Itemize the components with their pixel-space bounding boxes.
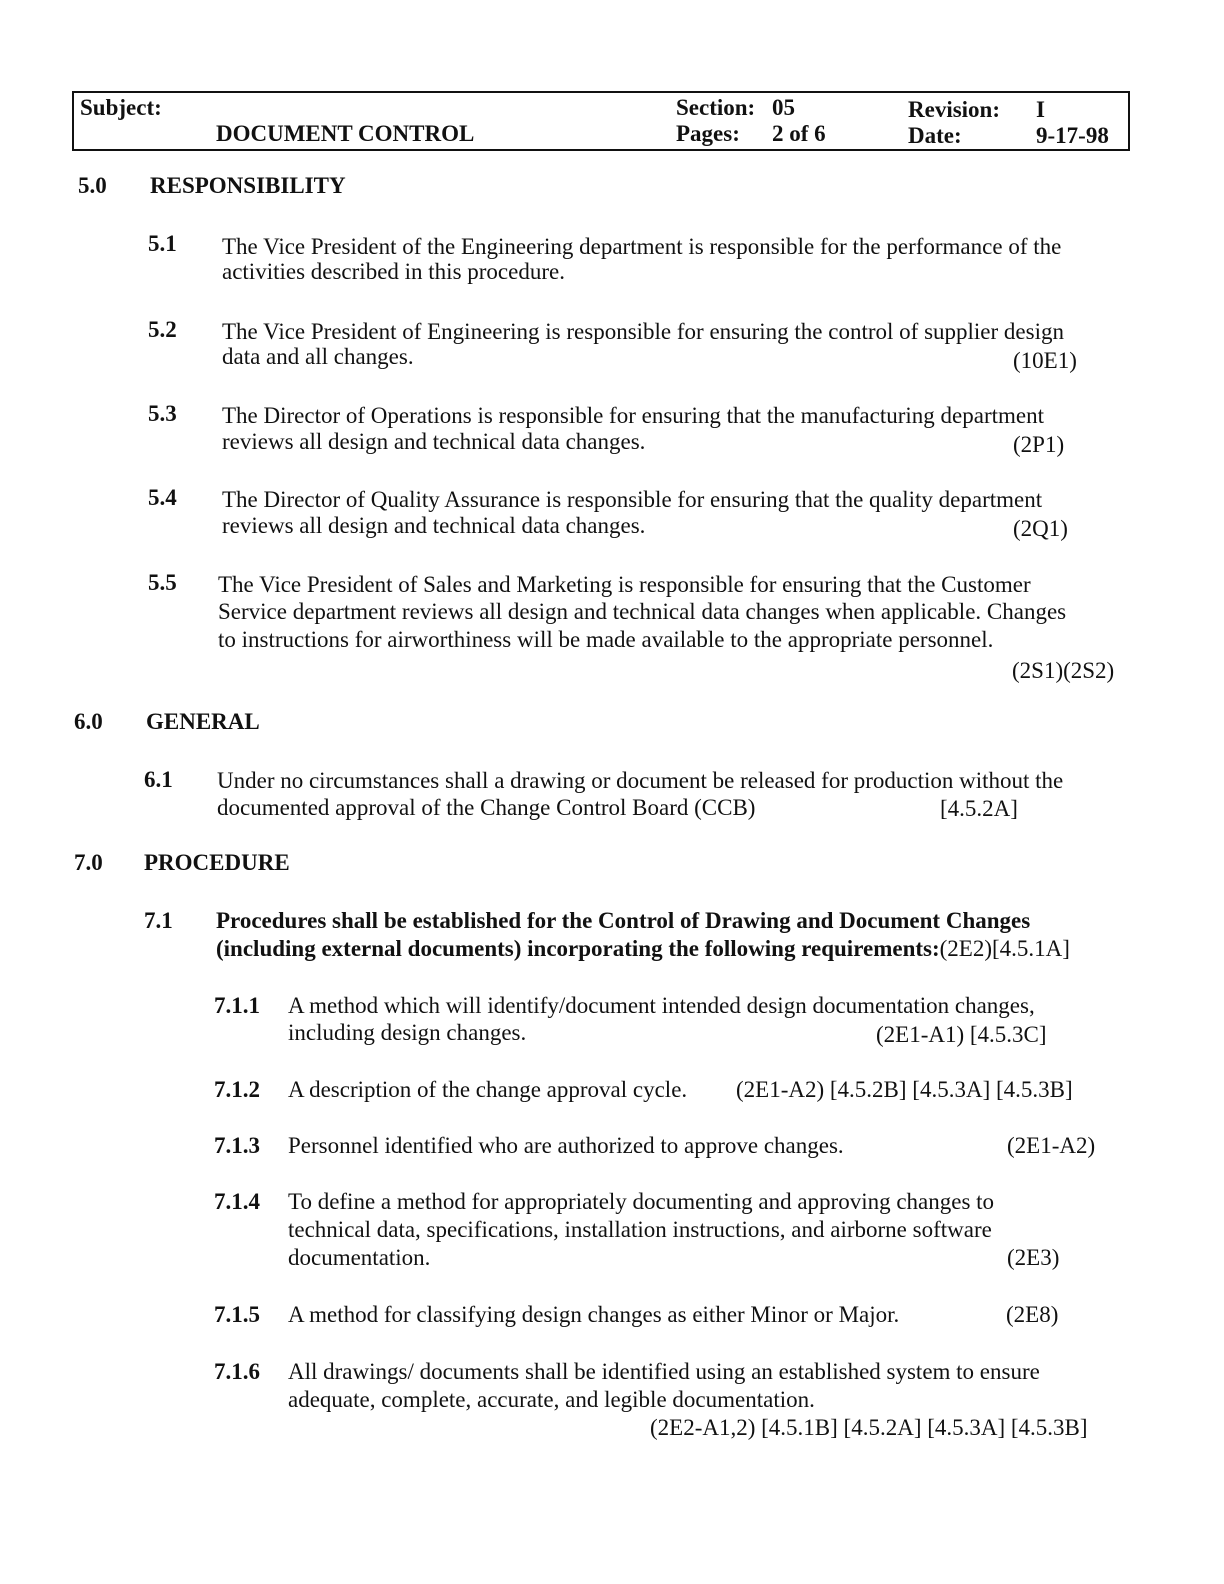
date-value: 9-17-98: [1036, 123, 1109, 148]
item-number: 7.1: [144, 908, 173, 933]
subject-value: DOCUMENT CONTROL: [216, 121, 475, 146]
item-text-bold: (including external documents) incorporating the following requirements:: [216, 936, 940, 961]
section-title: PROCEDURE: [144, 850, 290, 875]
subitem-number: 7.1.6: [214, 1359, 260, 1384]
document-header: [72, 91, 1130, 151]
item-number: 5.5: [148, 570, 177, 595]
item-text-line: documented approval of the Change Control Board (CCB): [217, 795, 756, 820]
section-number: 6.0: [74, 709, 103, 734]
reference-code: (2E8): [1006, 1302, 1059, 1327]
reference-code: (2E1-A1) [4.5.3C]: [876, 1022, 1047, 1047]
reference-code: (10E1): [1013, 348, 1077, 373]
item-text-line: A method which will identify/document intended design documentation changes,: [288, 993, 1035, 1018]
section-label: Section:: [676, 95, 756, 120]
reference-code: (2S1)(2S2): [1012, 658, 1115, 683]
item-number: 5.4: [148, 485, 177, 510]
item-text-line: Procedures shall be established for the Control of Drawing and Document Changes: [216, 908, 1031, 933]
item-text-line: reviews all design and technical data changes.: [222, 429, 646, 454]
item-text-line: activities described in this procedure.: [222, 259, 565, 284]
subitem-number: 7.1.2: [214, 1077, 260, 1102]
item-text-line: data and all changes.: [222, 344, 414, 369]
item-text-line: The Vice President of Sales and Marketing is responsible for ensuring that the Customer: [218, 572, 1031, 597]
item-number: 5.1: [148, 231, 177, 256]
reference-code: (2E3): [1007, 1245, 1060, 1270]
reference-code: (2E1-A2) [4.5.2B] [4.5.3A] [4.5.3B]: [736, 1077, 1073, 1102]
item-text-line: All drawings/ documents shall be identified using an established system to ensure: [288, 1359, 1040, 1384]
item-text-line: to instructions for airworthiness will be made available to the appropriate personnel.: [218, 627, 994, 652]
item-text-line: including design changes.: [288, 1020, 527, 1045]
item-text-line: Service department reviews all design and technical data changes when applicable. Changes: [218, 599, 1067, 624]
subitem-number: 7.1.3: [214, 1133, 260, 1158]
item-text-line: adequate, complete, accurate, and legible documentation.: [288, 1387, 815, 1412]
item-number: 5.2: [148, 317, 177, 342]
section-number: 5.0: [78, 173, 107, 198]
reference-code: (2E1-A2): [1007, 1133, 1096, 1158]
section-value: 05: [772, 95, 795, 120]
reference-code: (2E2-A1,2) [4.5.1B] [4.5.2A] [4.5.3A] [4.5.3B]: [650, 1415, 1088, 1440]
revision-label: Revision:: [908, 97, 1000, 122]
item-text-line: Under no circumstances shall a drawing or document be released for production without the: [217, 768, 1064, 793]
subject-label: Subject:: [80, 95, 162, 120]
reference-code: (2E2)[4.5.1A]: [939, 936, 1070, 961]
item-text-line: A description of the change approval cycle.: [288, 1077, 688, 1102]
item-text-line: To define a method for appropriately documenting and approving changes to: [288, 1189, 995, 1214]
section-number: 7.0: [74, 850, 103, 875]
subitem-number: 7.1.5: [214, 1302, 260, 1327]
item-text-line: The Director of Operations is responsible for ensuring that the manufacturing department: [222, 403, 1044, 428]
item-text-line: technical data, specifications, installation instructions, and airborne software: [288, 1217, 992, 1242]
subitem-number: 7.1.4: [214, 1189, 260, 1214]
item-text-line: [216, 935, 1070, 963]
subitem-number: 7.1.1: [214, 993, 260, 1018]
item-number: 6.1: [144, 767, 173, 792]
item-text-line: A method for classifying design changes as either Minor or Major.: [288, 1302, 900, 1327]
section-title: RESPONSIBILITY: [150, 173, 346, 198]
item-text-line: The Vice President of Engineering is responsible for ensuring the control of supplier design: [222, 319, 1064, 344]
item-text-line: documentation.: [288, 1245, 431, 1270]
date-label: Date:: [908, 123, 962, 148]
pages-label: Pages:: [676, 121, 740, 146]
reference-code: (2P1): [1013, 432, 1065, 457]
section-title: GENERAL: [146, 709, 260, 734]
reference-code: [4.5.2A]: [940, 796, 1018, 821]
item-text-line: reviews all design and technical data changes.: [222, 513, 646, 538]
item-number: 5.3: [148, 401, 177, 426]
revision-value: I: [1036, 97, 1045, 122]
pages-value: 2 of 6: [772, 121, 826, 146]
item-text-line: The Vice President of the Engineering department is responsible for the performance of the: [222, 234, 1062, 259]
item-text-line: Personnel identified who are authorized to approve changes.: [288, 1133, 844, 1158]
reference-code: (2Q1): [1013, 516, 1068, 541]
item-text-line: The Director of Quality Assurance is responsible for ensuring that the quality department: [222, 487, 1043, 512]
